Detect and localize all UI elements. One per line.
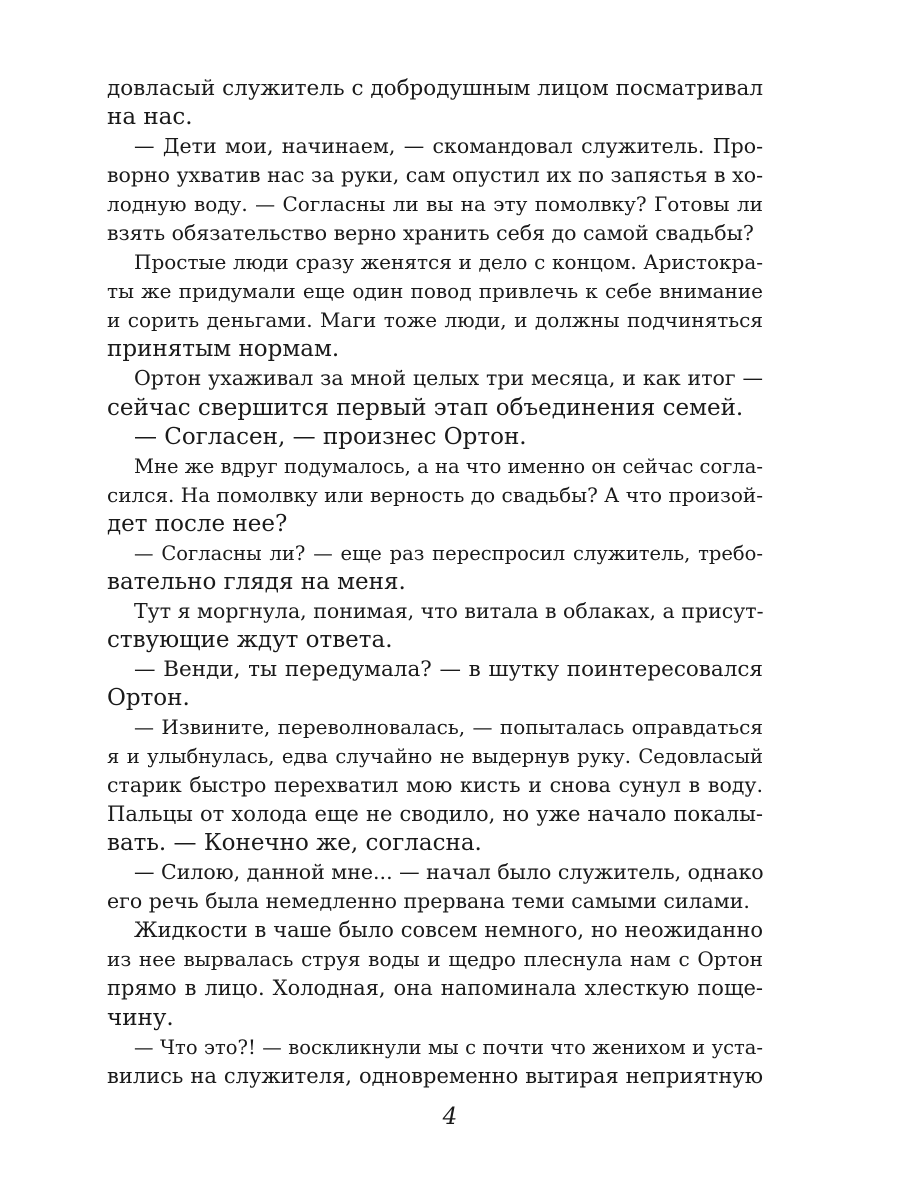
text-line: Тут я моргнула, понимая, что витала в облаках, а присут- <box>134 598 764 623</box>
text-line: лодную воду. — Согласны ли вы на эту помолвку? Готовы ли <box>107 192 763 217</box>
text-line: прямо в лицо. Холодная, она напоминала хлесткую поще- <box>107 976 763 1001</box>
text-line: старик быстро перехватил мою кисть и снова сунул в воду. <box>107 773 763 798</box>
text-line: взять обязательство верно хранить себя до самой свадьбы? <box>107 221 754 246</box>
text-line: ты же придумали еще один повод привлечь к себе внимание <box>107 279 763 304</box>
text-line: ворно ухватив нас за руки, сам опустил их по запястья в хо- <box>107 163 763 188</box>
text-line: и сорить деньгами. Маги тоже люди, и должны подчиняться <box>107 308 763 333</box>
page-number: 4 <box>442 1104 458 1130</box>
text-line: на нас. <box>107 104 193 131</box>
text-line: — Дети мои, начинаем, — скомандовал служитель. Про- <box>134 134 763 159</box>
text-line: сился. На помолвку или верность до свадьбы? А что произой- <box>107 482 763 507</box>
text-line: ствующие ждут ответа. <box>107 626 393 653</box>
text-line: Пальцы от холода еще не сводило, но уже начало покалы- <box>107 802 763 827</box>
text-line: — Что это?! — воскликнули мы с почти что женихом и уста- <box>134 1035 763 1059</box>
text-line: сейчас свершится первый этап объединения семей. <box>107 394 744 421</box>
text-line: вательно глядя на меня. <box>107 568 406 595</box>
text-line: — Извините, переволновалась, — попыталась оправдаться <box>134 715 763 740</box>
text-line: Ортон ухаживал за мной целых три месяца, и как итог — <box>134 366 763 391</box>
text-line: — Согласен, — произнес Ортон. <box>134 423 527 450</box>
text-line: Мне же вдруг подумалось, а на что именно он сейчас согла- <box>134 454 763 478</box>
text-line: — Силою, данной мне... — начал было служитель, однако <box>134 860 764 885</box>
text-line: принятым нормам. <box>107 336 340 363</box>
text-line: — Венди, ты передумала? — в шутку поинтересовался <box>134 656 763 682</box>
text-line: Ортон. <box>107 684 190 711</box>
text-line: Жидкости в чаше было совсем немного, но неожиданно <box>134 918 763 943</box>
text-line: — Согласны ли? — еще раз переспросил служитель, требо- <box>134 541 763 565</box>
text-line: вать. — Конечно же, согласна. <box>107 830 482 857</box>
text-line: его речь была немедленно прервана теми самыми силами. <box>107 889 750 914</box>
text-line: Простые люди сразу женятся и дело с концом. Аристокра- <box>134 250 763 275</box>
text-line: дет после нее? <box>107 510 288 537</box>
text-line: вились на служителя, одновременно вытирая неприятную <box>107 1063 763 1088</box>
text-line: я и улыбнулась, едва случайно не выдернув руку. Седовласый <box>107 745 763 769</box>
text-line: довласый служитель с добродушным лицом посматривал <box>107 76 763 101</box>
text-line: чину. <box>107 1004 174 1031</box>
text-line: из нее вырвалась струя воды и щедро плеснула нам с Ортон <box>107 947 763 972</box>
body-text <box>107 74 763 1091</box>
